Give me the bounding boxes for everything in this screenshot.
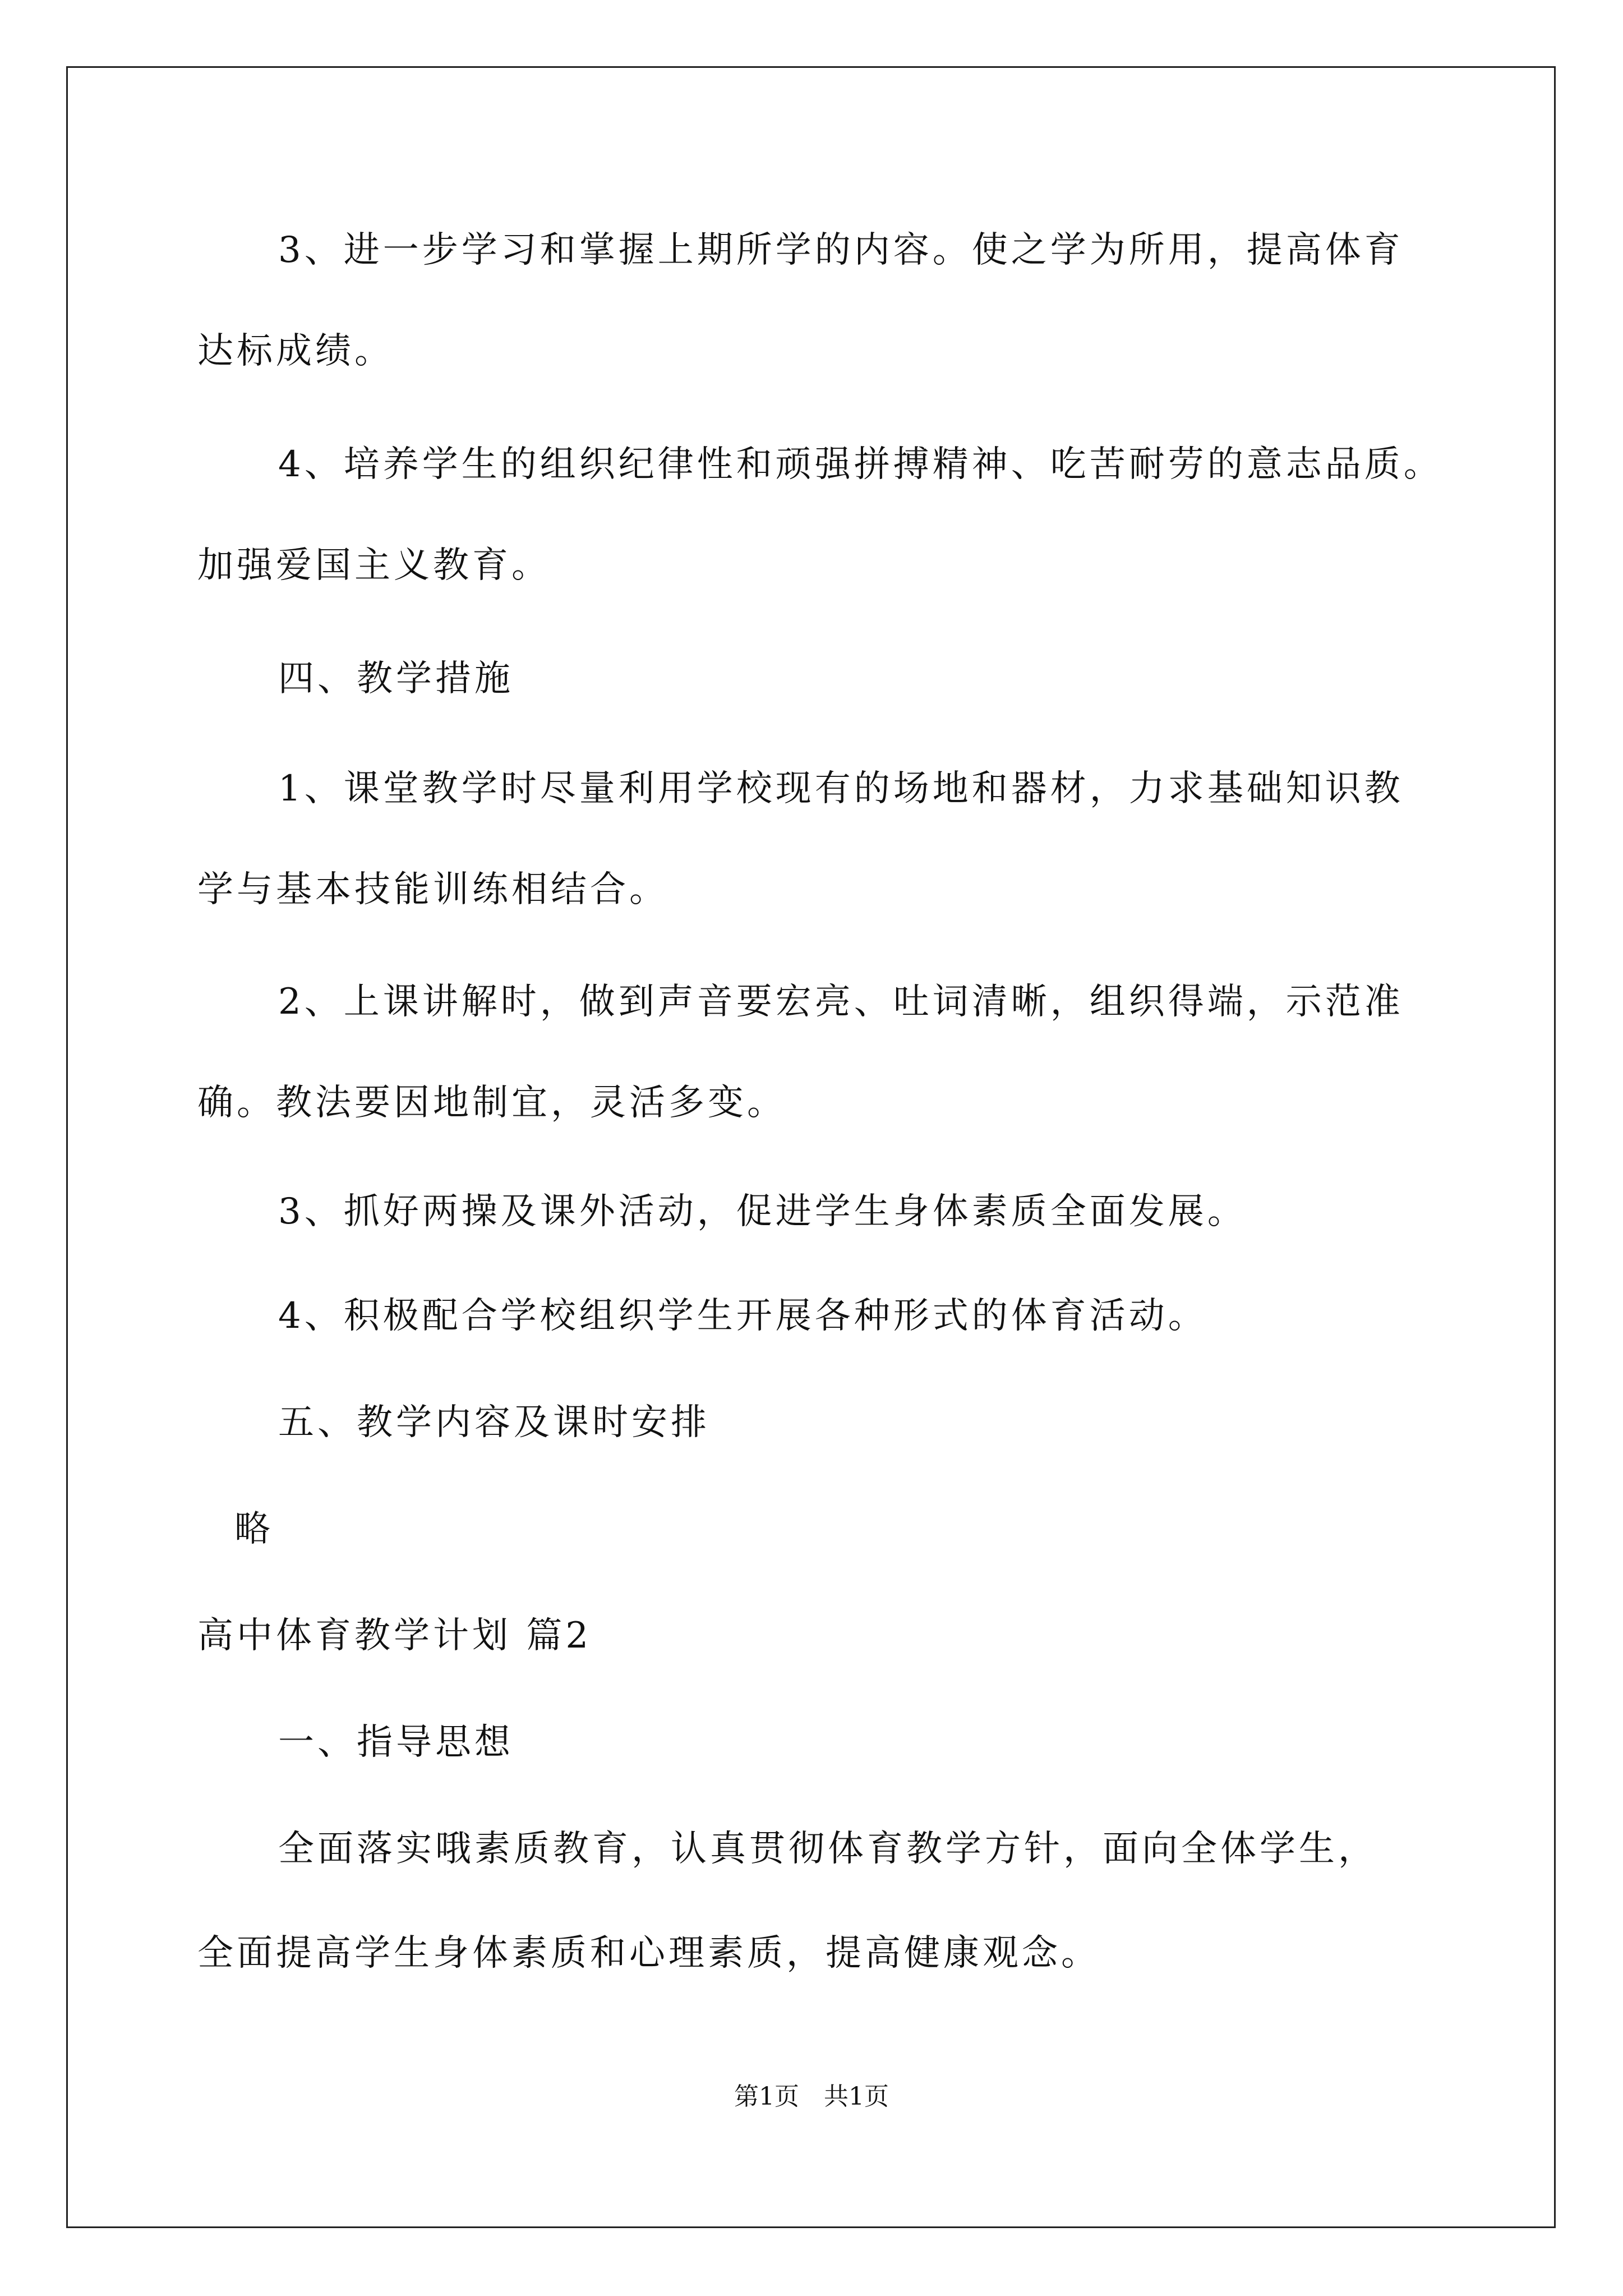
paragraph-line: 4、培养学生的组织纪律性和顽强拼搏精神、吃苦耐劳的意志品质。 — [278, 444, 1443, 485]
section-heading: 五、教学内容及课时安排 — [278, 1402, 710, 1443]
document-subtitle: 高中体育教学计划 篇2 — [197, 1615, 592, 1657]
paragraph-line: 2、上课讲解时，做到声音要宏亮、吐词清晰，组织得端，示范准 — [278, 981, 1404, 1023]
paragraph-line: 1、课堂教学时尽量利用学校现有的场地和器材，力求基础知识教 — [278, 768, 1404, 809]
paragraph-line: 3、抓好两操及课外活动，促进学生身体素质全面发展。 — [278, 1191, 1247, 1232]
paragraph-line: 3、进一步学习和掌握上期所学的内容。使之学为所用，提高体育 — [278, 229, 1404, 271]
section-heading: 四、教学措施 — [278, 658, 514, 700]
paragraph-line: 学与基本技能训练相结合。 — [197, 869, 668, 910]
paragraph-line: 加强爱国主义教育。 — [197, 545, 551, 586]
paragraph-line: 全面提高学生身体素质和心理素质，提高健康观念。 — [197, 1932, 1100, 1974]
paragraph-line: 略 — [234, 1508, 274, 1550]
paragraph-line: 达标成绩。 — [197, 330, 394, 372]
paragraph-line: 确。教法要因地制宜，灵活多变。 — [197, 1082, 786, 1124]
paragraph-line: 全面落实哦素质教育，认真贯彻体育教学方针，面向全体学生， — [278, 1828, 1377, 1870]
section-heading: 一、指导思想 — [278, 1722, 514, 1763]
paragraph-line: 4、积极配合学校组织学生开展各种形式的体育活动。 — [278, 1295, 1207, 1337]
page-border — [66, 66, 1556, 2228]
page-footer: 第1页 共1页 — [734, 2082, 889, 2111]
